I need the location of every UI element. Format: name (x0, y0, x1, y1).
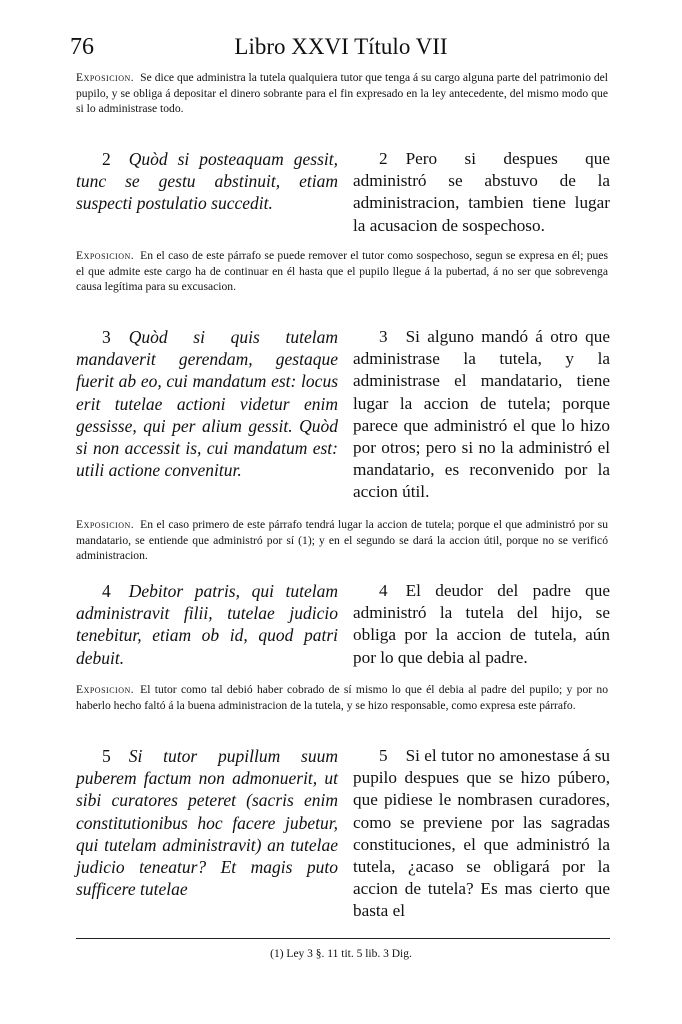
exposition-3 (76, 517, 608, 564)
paragraph-number: 4 (379, 581, 388, 600)
latin-paragraph-3 (76, 326, 338, 481)
paragraph-number: 3 (379, 327, 388, 346)
exposition-4 (76, 682, 608, 713)
footnote: (1) Ley 3 §. 11 tit. 5 lib. 3 Dig. (270, 948, 412, 960)
latin-text: Quòd si quis tutelam mandaverit gerendam, gestaque fuerit ab eo, cui mandatum est: locus erit tutelae actioni videtur enim gessisse, qui per alium gessit. Quòd si non accessit is, cui mandatum est: utili actione convenitur. (76, 327, 338, 481)
spanish-text: Pero si despues que administró se abstuvo de la administracion, tambien tiene lugar la acusacion de sospechoso. (353, 149, 610, 235)
latin-text: Debitor patris, qui tutelam administravit filii, tutelae judicio tenebitur, etiam ob id, quod patri debuit. (76, 581, 338, 668)
spanish-text: El deudor del padre que administró la tutela del hijo, se obliga por la accion de tutela, aún por lo que debia al padre. (353, 581, 610, 667)
paragraph-number: 5 (102, 746, 111, 766)
paragraph-number: 2 (102, 149, 111, 169)
exposition-label: Exposicion. (76, 518, 135, 531)
exposition-label: Exposicion. (76, 71, 135, 84)
spanish-text: Si alguno mandó á otro que administrase la tutela, y la administrase el mandatario, tiene lugar la accion de tutela; porque parece que administró el que lo hizo por otros; pero si no la administró el mandatario, es reconvenido por la accion útil. (353, 327, 610, 502)
spanish-text: Si el tutor no amonestase á su pupilo despues que se hizo púbero, que pidiese le nombrasen curadores, como se previene por las sagradas constituciones, el que administró la tutela, ¿acaso se obligará por la accion de tutela? Es mas cierto que basta el (353, 746, 610, 921)
spanish-paragraph-2 (353, 148, 610, 237)
paragraph-number: 4 (102, 581, 111, 601)
exposition-1 (76, 70, 608, 117)
exposition-2 (76, 248, 608, 295)
latin-text: Quòd si posteaquam gessit, tunc se gestu abstinuit, etiam suspecti postulatio succedit. (76, 149, 338, 214)
exposition-label: Exposicion. (76, 249, 135, 262)
paragraph-number: 5 (379, 746, 388, 765)
exposition-text: En el caso primero de este párrafo tendrá lugar la accion de tutela; porque el que administró por su mandatario, se entiende que administró por sí (1); y en el segundo se dará la accion útil, porque no se verificó administracion. (76, 518, 608, 563)
paragraph-number: 3 (102, 327, 111, 347)
spanish-paragraph-4 (353, 580, 610, 669)
exposition-text: Se dice que administra la tutela qualquiera tutor que tenga á su cargo alguna parte del patrimonio del pupilo, y se obliga á depositar el dinero sobrante para el fin expresado en la ley antecedente, del mismo modo que si lo administrase todo. (76, 71, 608, 116)
exposition-text: En el caso de este párrafo se puede remover el tutor como sospechoso, segun se expresa en él; pues el que admite este cargo ha de continuar en él hasta que el pupilo llegue á la pubertad, á no ser que sobrevenga causa legítima para su excusacion. (76, 249, 608, 294)
running-title: Libro XXVI Título VII (234, 34, 448, 59)
latin-paragraph-5 (76, 745, 338, 900)
exposition-label: Exposicion. (76, 683, 135, 696)
spanish-paragraph-5 (353, 745, 610, 923)
page-number: 76 (70, 34, 94, 60)
latin-paragraph-4 (76, 580, 338, 669)
spanish-paragraph-3 (353, 326, 610, 504)
latin-paragraph-2 (76, 148, 338, 215)
latin-text: Si tutor pupillum suum puberem factum non admonuerit, ut sibi curatores peteret (sacris enim constitutionibus hoc facere jubetur, qui tutelam administravit) an tutelae judicio teneatur? Et magis puto sufficere tutelae (76, 746, 338, 900)
footnote-rule (76, 938, 610, 939)
paragraph-number: 2 (379, 149, 388, 168)
exposition-text: El tutor como tal debió haber cobrado de sí mismo lo que él debia al padre del pupilo; y por no haberlo hecho faltó á la buena administracion de la tutela, y se hizo responsable, como expresa este párrafo. (76, 683, 608, 712)
